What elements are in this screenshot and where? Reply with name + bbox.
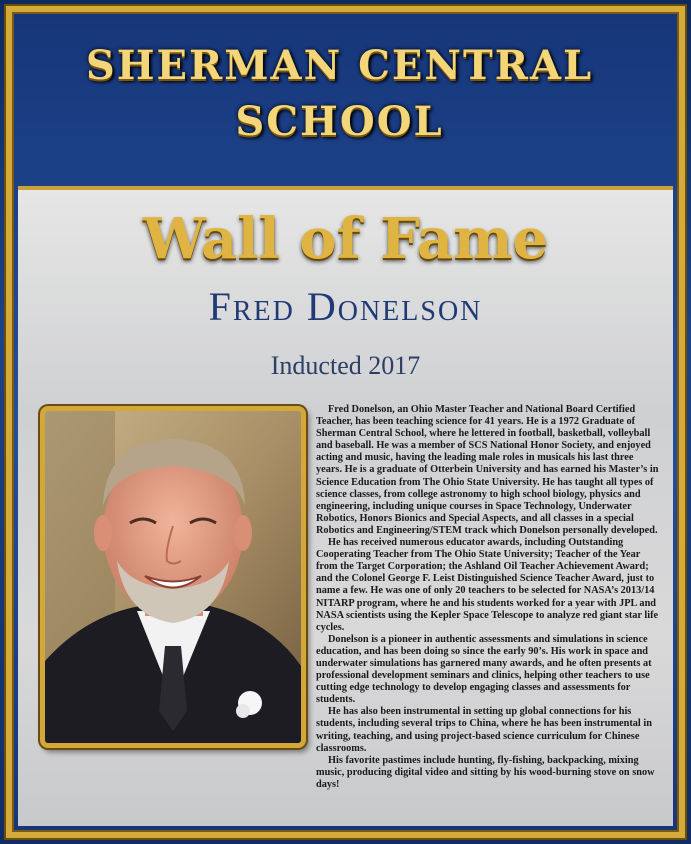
bio-paragraph: His favorite pastimes include hunting, fly-fishing, backpacking, mixing music, producing digital video and sitting by his wood-burning stove on snow days! [316,754,655,790]
inductee-name: Fred Donelson [208,284,483,329]
school-name-line-2: SCHOOL [235,98,444,145]
inductee-photo [40,406,306,748]
wall-of-fame-title: Wall of Fame [142,206,549,272]
bio-paragraph: Fred Donelson, an Ohio Master Teacher and National Board Certified Teacher, has been teaching science for 41 years. He is a 1972 Graduate of Sherman Central School, where he lettered in football, basketball, volleyball and baseball. He was a member of SCS National Honor Society, and enjoyed acting and music, having the leading male roles in musicals his last three years. He is a graduate of Otterbein University and has earned his Master’s in Science Education from The Ohio State University. He has taught all types of science classes, from college astronomy to high school biology, physics and engineering, including unique courses in Space Technology, Underwater Robotics, Honors Bionics and Special Aspects, and all classes in a special Robotics and Engineering/STEM track which Donelson personally developed. [316,404,659,536]
biography [316,404,661,791]
bio-paragraph: He has received numerous educator awards, including Outstanding Cooperating Teacher from The Ohio State University; Teacher of the Year from the Target Corporation; the Ashland Oil Teacher Achievement Award; and the Colonel George F. Leist Distinguished Science Teacher Award, just to name a few. He was one of only 20 teachers to be selected for NASA’s 2013/14 NITARP program, where he and his students worked for a year with JPL and NASA scientists using the Kepler Space Telescope to analyze red giant star life cycles. [316,537,659,633]
inducted-year: Inducted 2017 [270,351,421,380]
header [12,12,667,182]
bio-paragraph: Donelson is a pioneer in authentic assessments and simulations in science education, and has been doing so since the early 90’s. His work in space and underwater simulations has garnered many awards, and he often presents at professional development seminars and clinics, helping other teachers to use cutting edge technology to develop engaging classes and assessments for students. [316,633,652,706]
bio-paragraph: He has also been instrumental in setting up global connections for his students, including several trips to China, where he has been instrumental in writing, teaching, and using project-based science curriculum for Chinese classrooms. [316,706,652,754]
portrait-illustration [45,411,301,743]
school-name-line-1: SHERMAN CENTRAL [85,42,594,89]
content-panel [18,186,673,826]
